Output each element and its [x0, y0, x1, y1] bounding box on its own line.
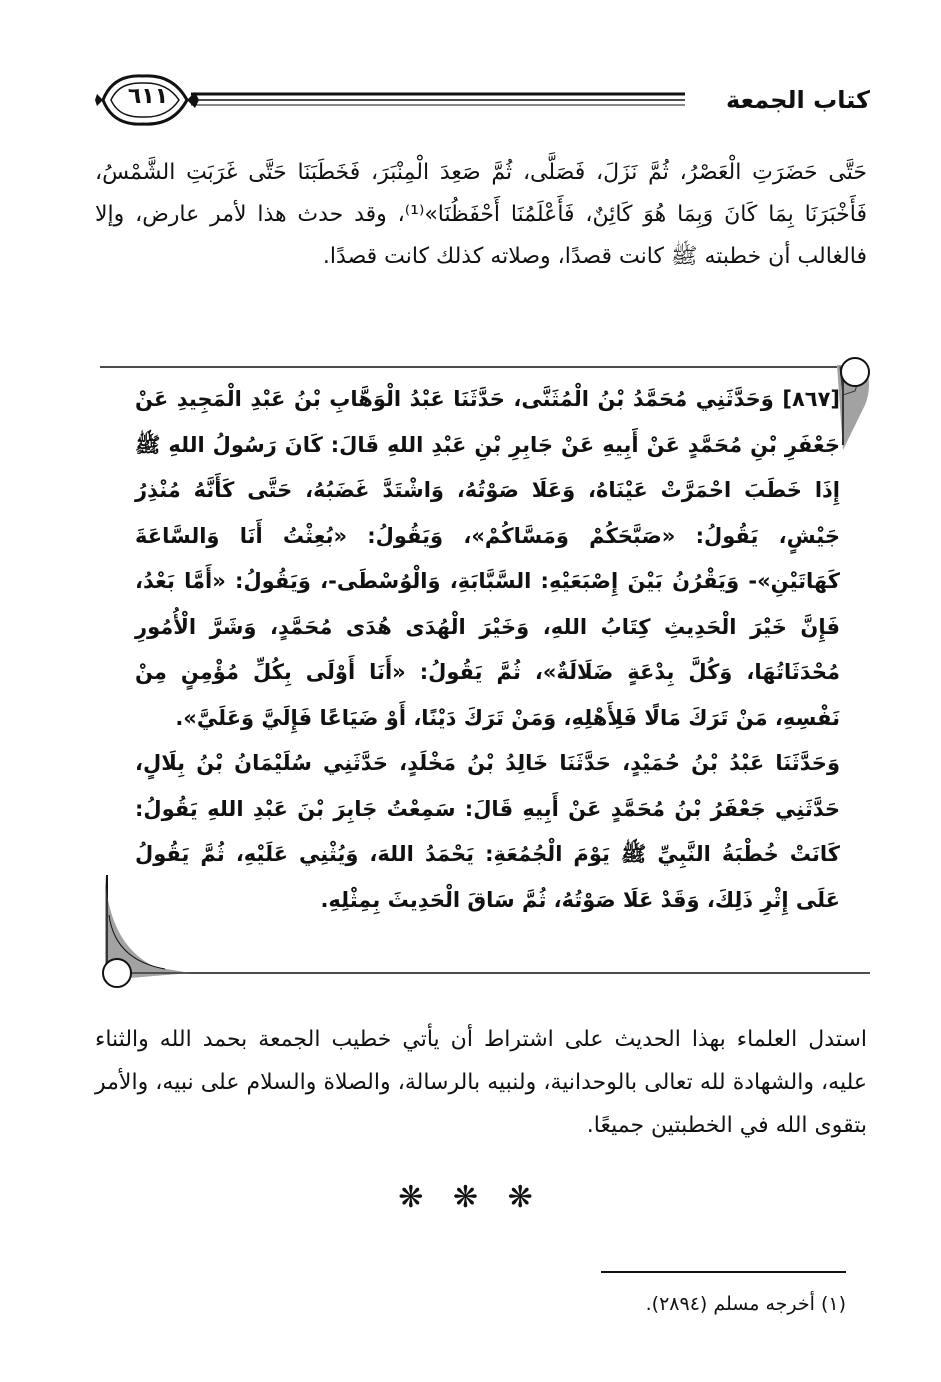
page-header: [95, 70, 870, 130]
hadith-box: [95, 355, 875, 990]
hadith-paragraph-second-chain: وَحَدَّثَنَا عَبْدُ بْنُ حُمَيْدٍ، حَدَّثَنَا خَالِدُ بْنُ مَخْلَدٍ، حَدَّثَنِي سُلَيْمَانُ بْنُ بِلَالٍ، حَدَّثَنِي جَعْفَرُ بْنُ مُحَمَّدٍ عَنْ أَبِيهِ قَالَ: سَمِعْتُ جَابِرَ بْنَ عَبْدِ اللهِ يَقُولُ: كَانَتْ خُطْبَةُ النَّبِيِّ ﷺ يَوْمَ الْجُمُعَةِ: يَحْمَدُ اللهَ، وَيُثْنِي عَلَيْهِ، ثُمَّ يَقُولُ عَلَى إِثْرِ ذَلِكَ، وَقَدْ عَلَا صَوْتُهُ، ثُمَّ سَاقَ الْحَدِيثَ بِمِثْلِهِ.: [135, 751, 840, 912]
intro-paragraph: حَتَّى حَضَرَتِ الْعَصْرُ، ثُمَّ نَزَلَ، فَصَلَّى، ثُمَّ صَعِدَ الْمِنْبَرَ، فَخَطَبَنَا حَتَّى غَرَبَتِ الشَّمْسُ، فَأَخْبَرَنَا بِمَا كَانَ وَبِمَا هُوَ كَائِنٌ، فَأَعْلَمُنَا أَحْفَظُنَا»⁽¹⁾، وقد حدث هذا لأمر عارض، وإلا فالغالب أن خطبته ﷺ كانت قصدًا، وصلاته كذلك كانت قصدًا.: [95, 160, 867, 269]
section-separator: ❋ ❋ ❋: [398, 1180, 543, 1215]
page-number: ٦١١: [127, 84, 169, 109]
book-title: كتاب الجمعة: [726, 86, 870, 114]
footnote: (١) أخرجه مسلم (٢٨٩٤).: [645, 1293, 846, 1315]
hadith-text: [135, 377, 840, 923]
page-number-badge: [103, 74, 193, 126]
commentary-paragraph: استدل العلماء بهذا الحديث على اشتراط أن يأتي خطيب الجمعة بحمد الله والثناء عليه، والشهادة لله تعالى بالوحدانية، ولنبيه بالرسالة، والصلاة والسلام على نبيه، والأمر بتقوى الله في الخطبتين جميعًا.: [95, 1027, 867, 1138]
hadith-paragraph-867: [٨٦٧] وَحَدَّثَنِي مُحَمَّدُ بْنُ الْمُثَنَّى، حَدَّثَنَا عَبْدُ الْوَهَّابِ بْنُ عَبْدِ الْمَجِيدِ عَنْ جَعْفَرِ بْنِ مُحَمَّدٍ عَنْ أَبِيهِ عَنْ جَابِرِ بْنِ عَبْدِ اللهِ قَالَ: كَانَ رَسُولُ اللهِ ﷺ إِذَا خَطَبَ احْمَرَّتْ عَيْنَاهُ، وَعَلَا صَوْتُهُ، وَاشْتَدَّ غَضَبُهُ، حَتَّى كَأَنَّهُ مُنْذِرُ جَيْشٍ، يَقُولُ: «صَبَّحَكُمْ وَمَسَّاكُمْ»، وَيَقُولُ: «بُعِثْتُ أَنَا وَالسَّاعَةَ كَهَاتَيْنِ»- وَيَقْرُنُ بَيْنَ إِصْبَعَيْهِ: السَّبَّابَةِ، وَالْوُسْطَى-، وَيَقُولُ: «أَمَّا بَعْدُ، فَإِنَّ خَيْرَ الْحَدِيثِ كِتَابُ اللهِ، وَخَيْرَ الْهُدَى هُدَى مُحَمَّدٍ، وَشَرَّ الْأُمُورِ مُحْدَثَاتُهَا، وَكُلَّ بِدْعَةٍ ضَلَالَةٌ»، ثُمَّ يَقُولُ: «أَنَا أَوْلَى بِكُلِّ مُؤْمِنٍ مِنْ نَفْسِهِ، مَنْ تَرَكَ مَالًا فَلِأَهْلِهِ، وَمَنْ تَرَكَ دَيْنًا، أَوْ ضَيَاعًا فَإِلَيَّ وَعَلَيَّ».: [135, 387, 840, 730]
footnote-rule: [601, 1271, 846, 1273]
